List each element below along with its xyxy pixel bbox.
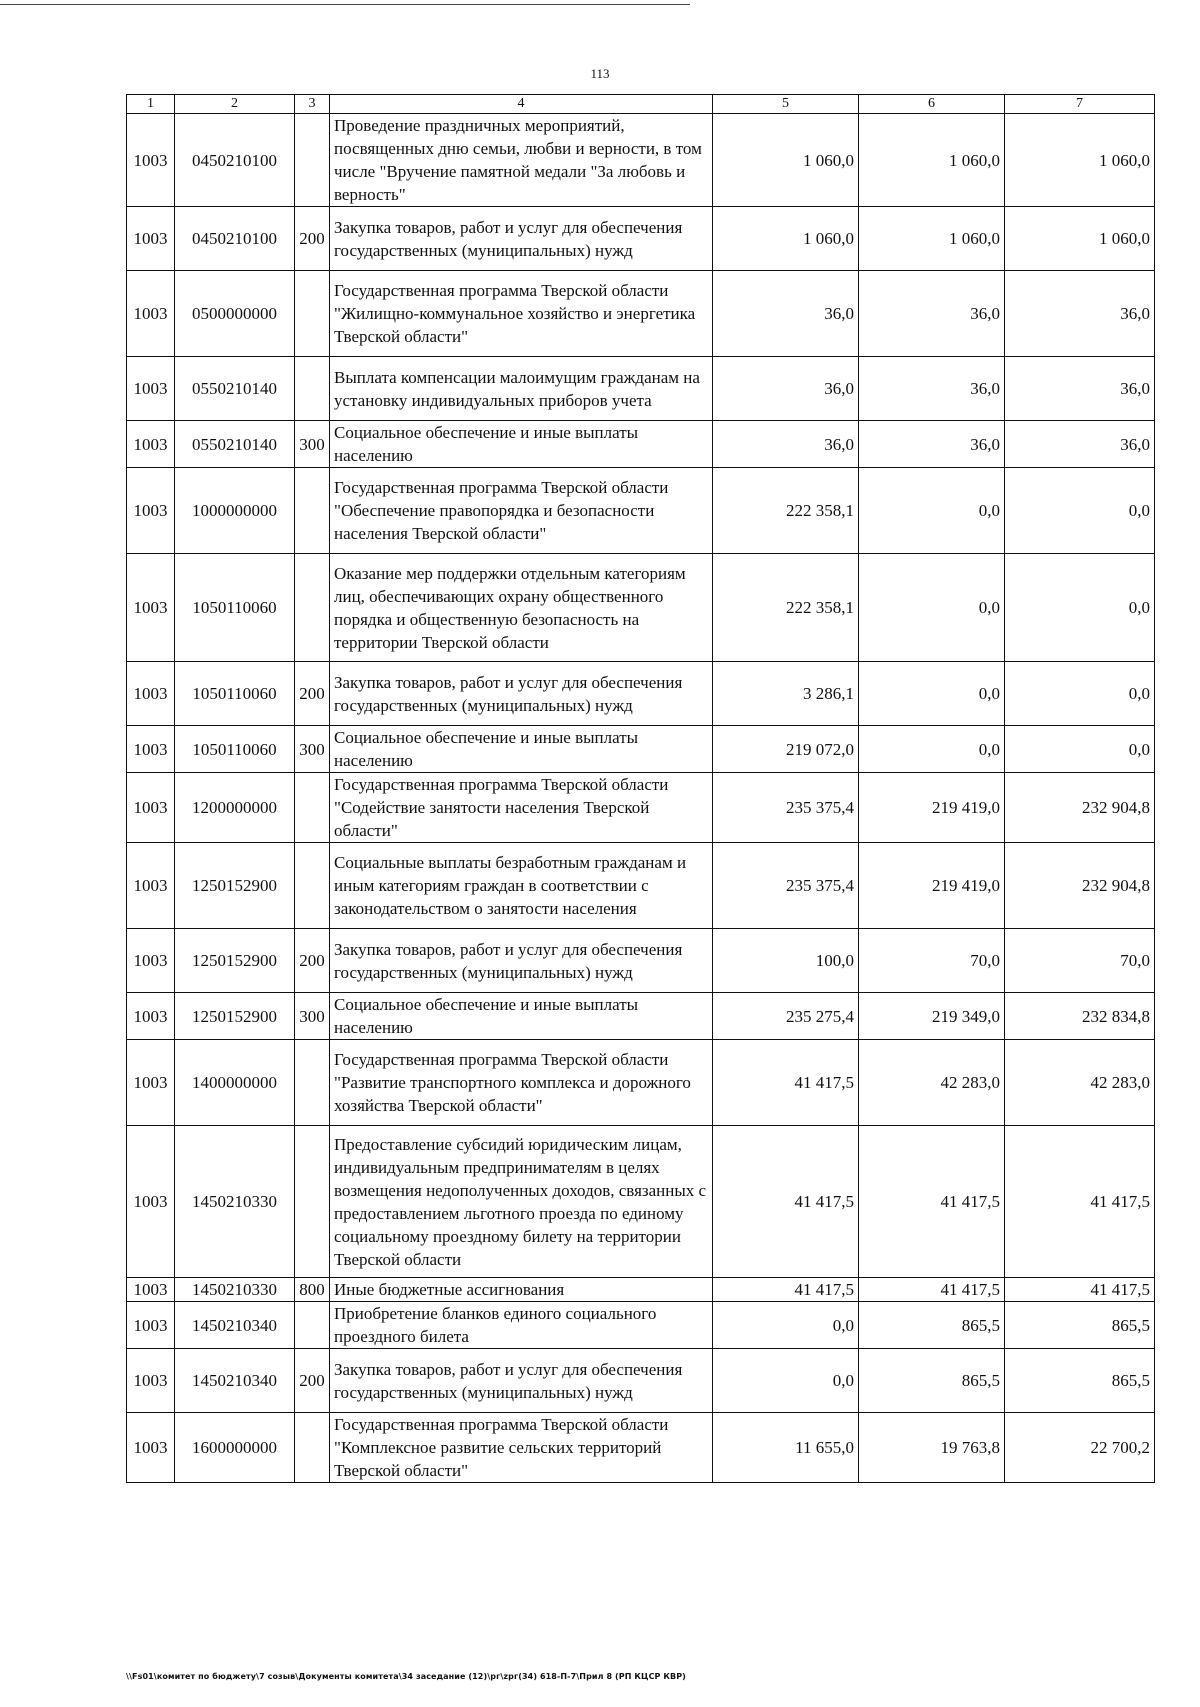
col-header-7: 7 bbox=[1005, 95, 1155, 114]
cell-section: 1003 bbox=[127, 662, 175, 726]
cell-target-code: 1450210340 bbox=[175, 1349, 295, 1413]
cell-amount-1: 235 275,4 bbox=[713, 993, 859, 1040]
cell-amount-2: 1 060,0 bbox=[859, 207, 1005, 271]
cell-target-code: 0450210100 bbox=[175, 207, 295, 271]
table-row bbox=[127, 1278, 1155, 1302]
cell-amount-1: 100,0 bbox=[713, 929, 859, 993]
table-row bbox=[127, 554, 1155, 662]
table-row bbox=[127, 1040, 1155, 1126]
cell-amount-2: 41 417,5 bbox=[859, 1126, 1005, 1278]
cell-amount-2: 0,0 bbox=[859, 554, 1005, 662]
cell-amount-3: 36,0 bbox=[1005, 421, 1155, 468]
col-header-5: 5 bbox=[713, 95, 859, 114]
cell-amount-2: 865,5 bbox=[859, 1302, 1005, 1349]
cell-section: 1003 bbox=[127, 993, 175, 1040]
cell-name: Социальное обеспечение и иные выплаты населению bbox=[330, 993, 713, 1040]
table-row bbox=[127, 468, 1155, 554]
cell-section: 1003 bbox=[127, 773, 175, 843]
cell-amount-3: 865,5 bbox=[1005, 1302, 1155, 1349]
cell-expense-type: 200 bbox=[295, 929, 330, 993]
cell-section: 1003 bbox=[127, 271, 175, 357]
cell-amount-1: 11 655,0 bbox=[713, 1413, 859, 1483]
table-row bbox=[127, 114, 1155, 207]
budget-table bbox=[126, 94, 1155, 1483]
cell-section: 1003 bbox=[127, 468, 175, 554]
cell-target-code: 1450210330 bbox=[175, 1126, 295, 1278]
cell-name: Иные бюджетные ассигнования bbox=[330, 1278, 713, 1302]
table-row bbox=[127, 357, 1155, 421]
cell-amount-2: 19 763,8 bbox=[859, 1413, 1005, 1483]
cell-name: Предоставление субсидий юридическим лицам, индивидуальным предпринимателям в целях возмещения недополученных доходов, связанных с предоставлением льготного проезда по единому социальному проездному билету на территории Тверской области bbox=[330, 1126, 713, 1278]
cell-amount-3: 0,0 bbox=[1005, 554, 1155, 662]
cell-amount-1: 222 358,1 bbox=[713, 468, 859, 554]
cell-section: 1003 bbox=[127, 1278, 175, 1302]
cell-section: 1003 bbox=[127, 1349, 175, 1413]
cell-amount-1: 0,0 bbox=[713, 1349, 859, 1413]
table-row bbox=[127, 662, 1155, 726]
cell-amount-3: 22 700,2 bbox=[1005, 1413, 1155, 1483]
cell-name: Социальные выплаты безработным гражданам и иным категориям граждан в соответствии с законодательством о занятости населения bbox=[330, 843, 713, 929]
cell-amount-2: 1 060,0 bbox=[859, 114, 1005, 207]
cell-name: Закупка товаров, работ и услуг для обеспечения государственных (муниципальных) нужд bbox=[330, 207, 713, 271]
cell-amount-1: 0,0 bbox=[713, 1302, 859, 1349]
cell-name: Государственная программа Тверской области "Содействие занятости населения Тверской области" bbox=[330, 773, 713, 843]
cell-amount-1: 41 417,5 bbox=[713, 1126, 859, 1278]
cell-amount-1: 41 417,5 bbox=[713, 1040, 859, 1126]
cell-amount-3: 42 283,0 bbox=[1005, 1040, 1155, 1126]
cell-section: 1003 bbox=[127, 1413, 175, 1483]
cell-expense-type bbox=[295, 1126, 330, 1278]
table-row bbox=[127, 271, 1155, 357]
cell-target-code: 0550210140 bbox=[175, 421, 295, 468]
page-number: 113 bbox=[590, 66, 610, 81]
cell-target-code: 0500000000 bbox=[175, 271, 295, 357]
cell-name: Закупка товаров, работ и услуг для обеспечения государственных (муниципальных) нужд bbox=[330, 662, 713, 726]
cell-name: Государственная программа Тверской области "Комплексное развитие сельских территорий Тверской области" bbox=[330, 1413, 713, 1483]
table-row bbox=[127, 1413, 1155, 1483]
header-row bbox=[127, 95, 1155, 114]
cell-target-code: 1050110060 bbox=[175, 554, 295, 662]
table-row bbox=[127, 1302, 1155, 1349]
cell-expense-type bbox=[295, 1040, 330, 1126]
cell-amount-1: 1 060,0 bbox=[713, 114, 859, 207]
cell-amount-2: 70,0 bbox=[859, 929, 1005, 993]
cell-amount-1: 41 417,5 bbox=[713, 1278, 859, 1302]
table-row bbox=[127, 726, 1155, 773]
cell-expense-type bbox=[295, 271, 330, 357]
cell-expense-type: 200 bbox=[295, 662, 330, 726]
cell-expense-type bbox=[295, 1413, 330, 1483]
cell-amount-2: 219 419,0 bbox=[859, 773, 1005, 843]
cell-amount-1: 36,0 bbox=[713, 357, 859, 421]
cell-name: Проведение праздничных мероприятий, посвященных дню семьи, любви и верности, в том числе "Вручение памятной медали "За любовь и верность" bbox=[330, 114, 713, 207]
cell-target-code: 1250152900 bbox=[175, 929, 295, 993]
cell-expense-type bbox=[295, 114, 330, 207]
cell-section: 1003 bbox=[127, 207, 175, 271]
cell-amount-2: 865,5 bbox=[859, 1349, 1005, 1413]
cell-expense-type: 300 bbox=[295, 421, 330, 468]
cell-amount-2: 42 283,0 bbox=[859, 1040, 1005, 1126]
cell-target-code: 1000000000 bbox=[175, 468, 295, 554]
cell-expense-type bbox=[295, 468, 330, 554]
table-row bbox=[127, 1126, 1155, 1278]
cell-amount-2: 219 349,0 bbox=[859, 993, 1005, 1040]
cell-amount-1: 235 375,4 bbox=[713, 843, 859, 929]
cell-amount-2: 0,0 bbox=[859, 662, 1005, 726]
cell-amount-3: 865,5 bbox=[1005, 1349, 1155, 1413]
cell-name: Государственная программа Тверской области "Развитие транспортного комплекса и дорожного хозяйства Тверской области" bbox=[330, 1040, 713, 1126]
cell-amount-2: 0,0 bbox=[859, 726, 1005, 773]
cell-expense-type: 800 bbox=[295, 1278, 330, 1302]
cell-section: 1003 bbox=[127, 114, 175, 207]
cell-name: Социальное обеспечение и иные выплаты населению bbox=[330, 726, 713, 773]
cell-amount-2: 36,0 bbox=[859, 357, 1005, 421]
cell-expense-type bbox=[295, 843, 330, 929]
cell-amount-1: 235 375,4 bbox=[713, 773, 859, 843]
cell-amount-3: 36,0 bbox=[1005, 357, 1155, 421]
cell-name: Государственная программа Тверской области "Жилищно-коммунальное хозяйство и энергетика Тверской области" bbox=[330, 271, 713, 357]
cell-target-code: 1250152900 bbox=[175, 843, 295, 929]
cell-target-code: 0550210140 bbox=[175, 357, 295, 421]
cell-amount-2: 36,0 bbox=[859, 271, 1005, 357]
cell-target-code: 1600000000 bbox=[175, 1413, 295, 1483]
cell-name: Закупка товаров, работ и услуг для обеспечения государственных (муниципальных) нужд bbox=[330, 929, 713, 993]
cell-target-code: 1200000000 bbox=[175, 773, 295, 843]
cell-amount-2: 0,0 bbox=[859, 468, 1005, 554]
cell-target-code: 1450210330 bbox=[175, 1278, 295, 1302]
cell-section: 1003 bbox=[127, 1040, 175, 1126]
cell-amount-1: 1 060,0 bbox=[713, 207, 859, 271]
cell-target-code: 1250152900 bbox=[175, 993, 295, 1040]
cell-section: 1003 bbox=[127, 421, 175, 468]
table-row bbox=[127, 843, 1155, 929]
cell-expense-type bbox=[295, 1302, 330, 1349]
cell-amount-3: 1 060,0 bbox=[1005, 114, 1155, 207]
cell-amount-3: 41 417,5 bbox=[1005, 1126, 1155, 1278]
table-row bbox=[127, 773, 1155, 843]
table-row bbox=[127, 421, 1155, 468]
cell-amount-3: 0,0 bbox=[1005, 662, 1155, 726]
cell-expense-type: 300 bbox=[295, 726, 330, 773]
cell-section: 1003 bbox=[127, 554, 175, 662]
cell-amount-1: 36,0 bbox=[713, 271, 859, 357]
cell-expense-type bbox=[295, 554, 330, 662]
col-header-1: 1 bbox=[127, 95, 175, 114]
cell-amount-1: 3 286,1 bbox=[713, 662, 859, 726]
cell-target-code: 1400000000 bbox=[175, 1040, 295, 1126]
cell-amount-3: 1 060,0 bbox=[1005, 207, 1155, 271]
cell-amount-3: 232 904,8 bbox=[1005, 773, 1155, 843]
cell-section: 1003 bbox=[127, 1302, 175, 1349]
cell-amount-3: 36,0 bbox=[1005, 271, 1155, 357]
cell-name: Закупка товаров, работ и услуг для обеспечения государственных (муниципальных) нужд bbox=[330, 1349, 713, 1413]
cell-name: Приобретение бланков единого социального проездного билета bbox=[330, 1302, 713, 1349]
cell-amount-3: 232 904,8 bbox=[1005, 843, 1155, 929]
cell-target-code: 1050110060 bbox=[175, 726, 295, 773]
cell-expense-type bbox=[295, 773, 330, 843]
cell-amount-3: 232 834,8 bbox=[1005, 993, 1155, 1040]
cell-amount-3: 0,0 bbox=[1005, 726, 1155, 773]
cell-section: 1003 bbox=[127, 357, 175, 421]
cell-section: 1003 bbox=[127, 1126, 175, 1278]
cell-section: 1003 bbox=[127, 726, 175, 773]
table-row bbox=[127, 993, 1155, 1040]
cell-name: Оказание мер поддержки отдельным категориям лиц, обеспечивающих охрану общественного порядка и общественную безопасность на территории Тверской области bbox=[330, 554, 713, 662]
cell-target-code: 1050110060 bbox=[175, 662, 295, 726]
footer-file-path: \\Fs01\комитет по бюджету\7 созыв\Документы комитета\34 заседание (12)\рг\zрг(34) 618-П-7\Прил 8 (РП КЦСР КВР) bbox=[126, 1672, 686, 1681]
cell-amount-2: 219 419,0 bbox=[859, 843, 1005, 929]
cell-amount-2: 41 417,5 bbox=[859, 1278, 1005, 1302]
cell-amount-1: 36,0 bbox=[713, 421, 859, 468]
col-header-6: 6 bbox=[859, 95, 1005, 114]
cell-section: 1003 bbox=[127, 843, 175, 929]
cell-expense-type: 200 bbox=[295, 1349, 330, 1413]
cell-target-code: 0450210100 bbox=[175, 114, 295, 207]
col-header-3: 3 bbox=[295, 95, 330, 114]
cell-name: Социальное обеспечение и иные выплаты населению bbox=[330, 421, 713, 468]
cell-section: 1003 bbox=[127, 929, 175, 993]
cell-amount-1: 219 072,0 bbox=[713, 726, 859, 773]
cell-name: Выплата компенсации малоимущим гражданам на установку индивидуальных приборов учета bbox=[330, 357, 713, 421]
cell-name: Государственная программа Тверской области "Обеспечение правопорядка и безопасности населения Тверской области" bbox=[330, 468, 713, 554]
cell-amount-3: 41 417,5 bbox=[1005, 1278, 1155, 1302]
col-header-2: 2 bbox=[175, 95, 295, 114]
cell-amount-3: 0,0 bbox=[1005, 468, 1155, 554]
table-row bbox=[127, 1349, 1155, 1413]
table-row bbox=[127, 207, 1155, 271]
col-header-4: 4 bbox=[330, 95, 713, 114]
cell-expense-type: 200 bbox=[295, 207, 330, 271]
cell-expense-type: 300 bbox=[295, 993, 330, 1040]
cell-expense-type bbox=[295, 357, 330, 421]
cell-target-code: 1450210340 bbox=[175, 1302, 295, 1349]
top-rule bbox=[0, 4, 690, 5]
cell-amount-2: 36,0 bbox=[859, 421, 1005, 468]
table-row bbox=[127, 929, 1155, 993]
cell-amount-1: 222 358,1 bbox=[713, 554, 859, 662]
cell-amount-3: 70,0 bbox=[1005, 929, 1155, 993]
